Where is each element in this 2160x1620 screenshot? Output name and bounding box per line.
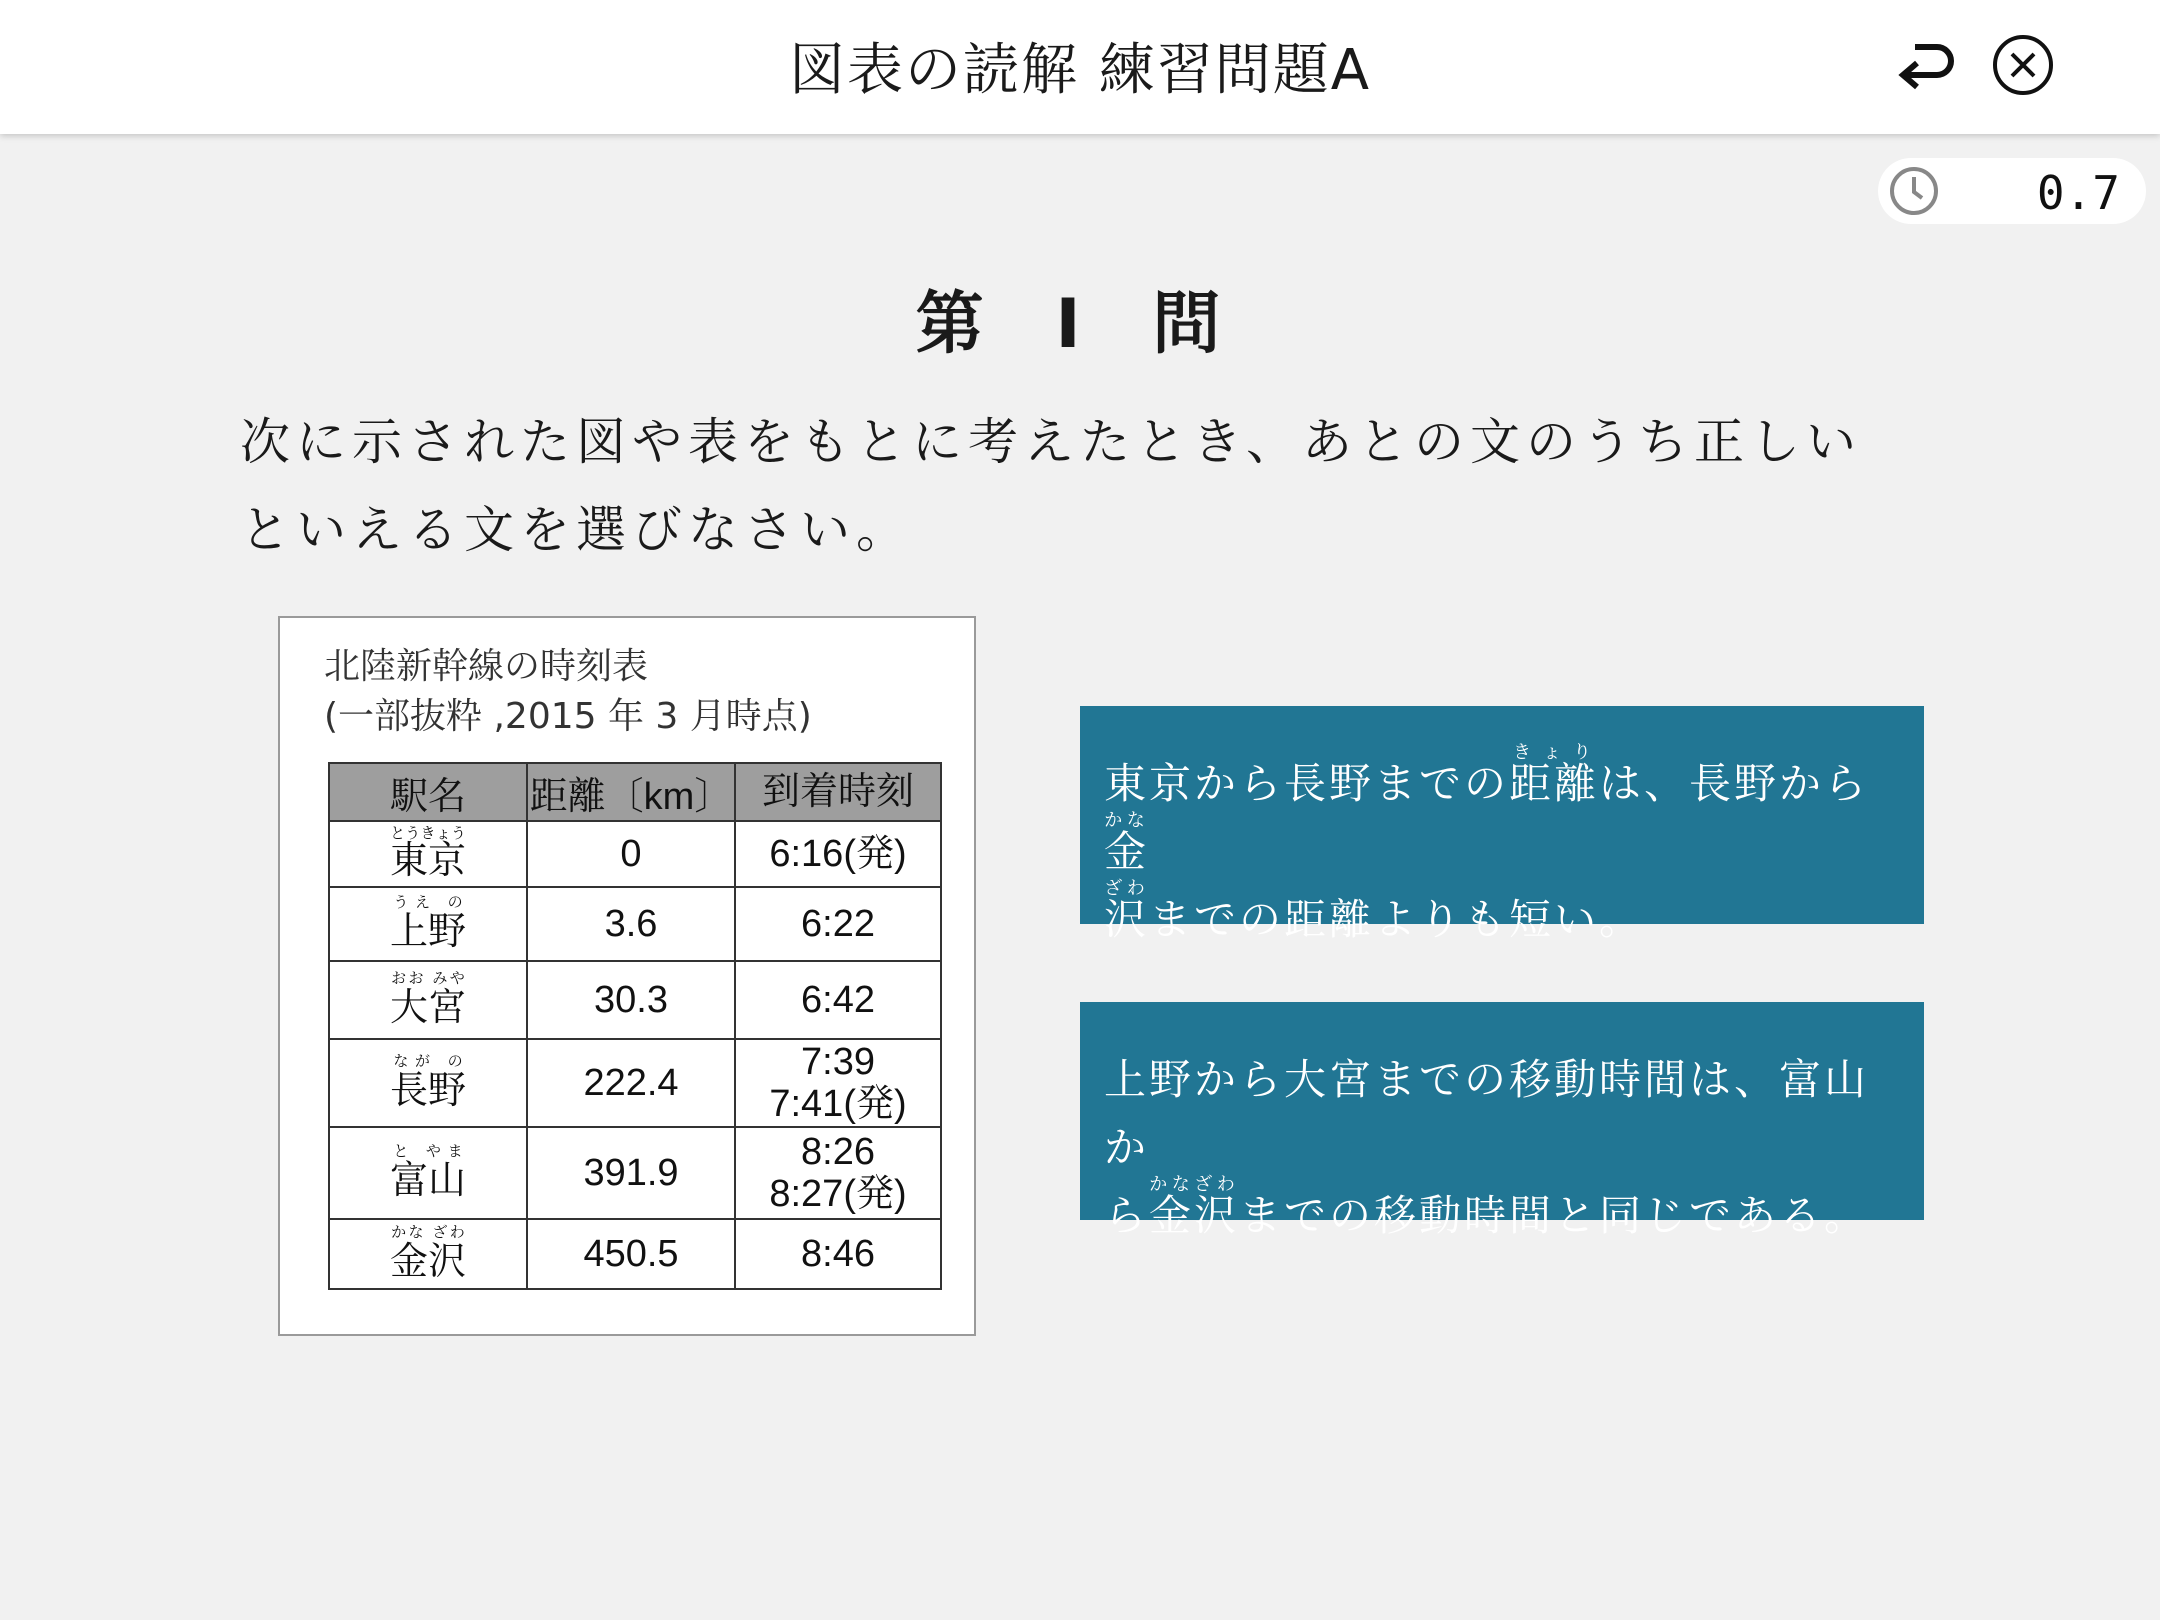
choice-text: 沢 (1104, 895, 1150, 944)
timetable-title (324, 642, 812, 742)
distance-cell: 450.5 (527, 1219, 735, 1289)
question-line: といえる文を選びなさい。 (240, 501, 912, 559)
answer-choice-1[interactable] (1080, 706, 1924, 944)
furigana: かな (1104, 810, 1150, 831)
furigana: かなざわ (1149, 1174, 1240, 1195)
table-header-row (329, 763, 941, 821)
furigana: ざわ (1104, 878, 1150, 899)
question-text (240, 398, 1940, 574)
station-cell: 富山と やま (329, 1127, 527, 1219)
choice-text: までの移動時間と同じである。 (1239, 1191, 1870, 1240)
choice-text: 上野から大宮までの移動時間は、富山か (1104, 1055, 1870, 1172)
return-arrow-icon (1895, 33, 1961, 99)
close-icon (1990, 32, 2056, 98)
clock-icon (1888, 165, 1940, 217)
station-cell: 大宮おお みや (329, 961, 527, 1039)
choice-text: は、長野から (1599, 759, 1870, 808)
column-header-station: 駅名 (329, 763, 527, 821)
table-row (329, 1039, 941, 1127)
time-cell: 6:16(発) (735, 821, 941, 887)
time-cell: 6:22 (735, 887, 941, 961)
column-header-distance: 距離〔km〕 (527, 763, 735, 821)
distance-cell: 391.9 (527, 1127, 735, 1219)
choice-text: までの距離よりも短い。 (1149, 895, 1645, 944)
choice-text: 東京から長野までの (1104, 759, 1510, 808)
distance-cell: 0 (527, 821, 735, 887)
time-cell: 6:42 (735, 961, 941, 1039)
distance-cell: 222.4 (527, 1039, 735, 1127)
table-row (329, 961, 941, 1039)
table-row (329, 1127, 941, 1219)
distance-cell: 3.6 (527, 887, 735, 961)
choice-text: 金 (1104, 827, 1150, 876)
time-cell: 8:46 (735, 1219, 941, 1289)
close-button[interactable] (1990, 32, 2056, 98)
time-cell: 8:26 8:27(発) (735, 1127, 941, 1219)
back-button[interactable] (1895, 33, 1961, 99)
furigana: きょり (1509, 742, 1600, 763)
column-header-arrival: 到着時刻 (735, 763, 941, 821)
header-bar (0, 0, 2160, 134)
station-cell: 上野うえ の (329, 887, 527, 961)
table-row (329, 821, 941, 887)
question-number: 第 I 問 (915, 285, 1245, 364)
table-row (329, 887, 941, 961)
station-cell: 東京とうきょう (329, 821, 527, 887)
table-row (329, 1219, 941, 1289)
timetable (328, 762, 942, 1290)
timetable-figure (278, 616, 976, 1336)
choice-text: 金沢 (1149, 1191, 1240, 1240)
station-cell: 長野なが の (329, 1039, 527, 1127)
timetable-subtitle: (一部抜粋 ,2015 年 3 月時点) (324, 696, 812, 737)
answer-choice-2[interactable] (1080, 1002, 1924, 1240)
elapsed-time: 0.7 (2036, 166, 2120, 220)
page-title: 図表の読解 練習問題A (788, 38, 1372, 103)
timetable-title-line: 北陸新幹線の時刻表 (324, 646, 649, 687)
station-cell: 金沢かな ざわ (329, 1219, 527, 1289)
distance-cell: 30.3 (527, 961, 735, 1039)
timer (1878, 158, 2146, 224)
choice-text: ら (1104, 1191, 1150, 1240)
time-cell: 7:39 7:41(発) (735, 1039, 941, 1127)
choice-text: 距離 (1509, 759, 1600, 808)
question-line: 次に示された図や表をもとに考えたとき、あとの文のうち正しい (240, 413, 1862, 471)
